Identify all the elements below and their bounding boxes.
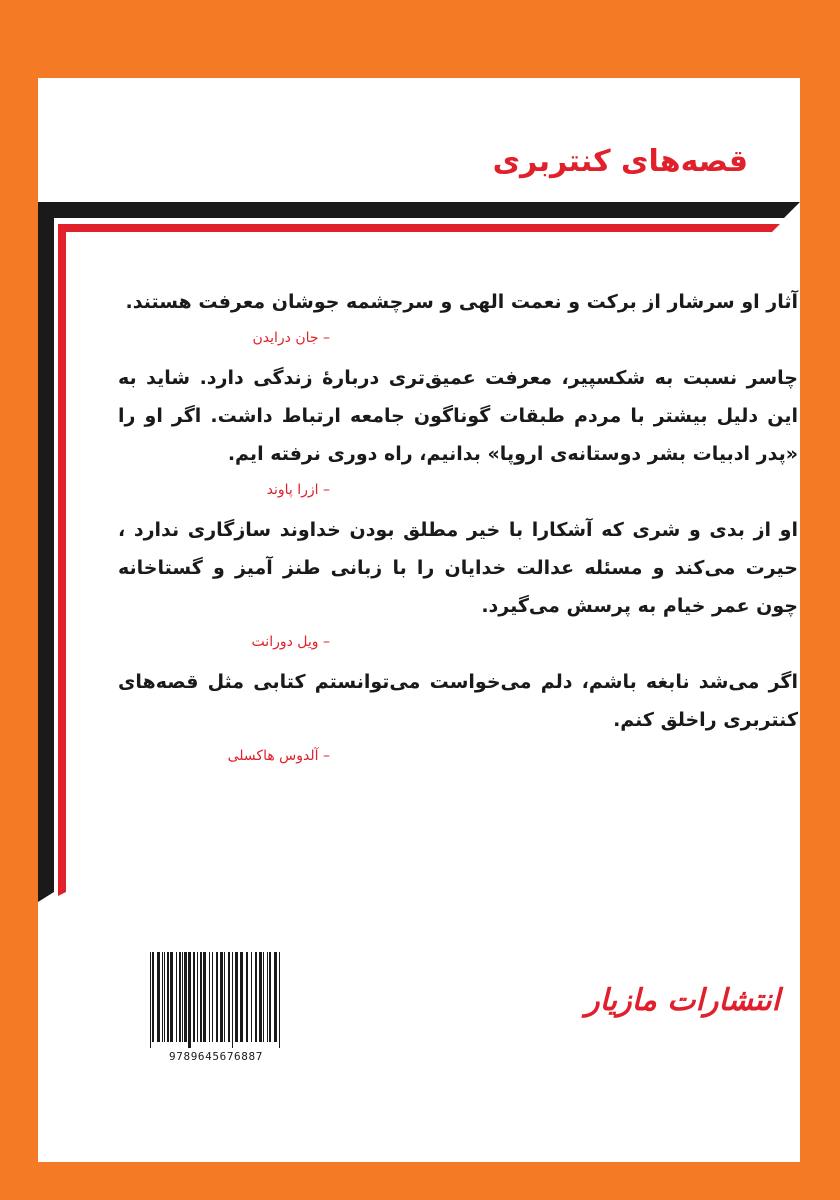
quote-text: او از بدی و شری که آشکارا با خیر مطلق بودن خداوند سازگاری ندارد ، حیرت می‌کند و مسئله عدالت خدایان را با زبانی طنز آمیز و گستاخانه چون عمر خیام به پرسش می‌گیرد. — [118, 519, 798, 617]
publisher-logo: انتشارات مازیار — [585, 983, 780, 1018]
barcode-bars — [146, 948, 286, 1048]
back-cover — [38, 78, 800, 1162]
quote-author: – آلدوس هاکسلی — [227, 748, 330, 764]
quote-author: – ازرا پاوند — [266, 482, 330, 498]
barcode-bar — [228, 952, 230, 1042]
barcode-bar — [170, 952, 173, 1042]
barcode-bar — [267, 952, 268, 1042]
barcode-bar — [232, 952, 233, 1048]
quotes-section — [118, 283, 798, 777]
isbn-barcode — [146, 948, 286, 1076]
barcode-bar — [251, 952, 252, 1042]
barcode-bar — [188, 952, 191, 1048]
barcode-bar — [216, 952, 218, 1042]
barcode-bar — [209, 952, 210, 1042]
barcode-bar — [269, 952, 271, 1042]
barcode-bar — [246, 952, 248, 1042]
barcode-bar — [255, 952, 257, 1042]
barcode-bar — [150, 952, 151, 1048]
barcode-bar — [224, 952, 225, 1042]
barcode-bar — [212, 952, 213, 1042]
quote-text: چاسر نسبت به شکسپیر، معرفت عمیق‌تری دربارهٔ زندگی دارد. شاید به این دلیل بیشتر با مردم طبقات گوناگون جامعه ارتباط داشت. اگر او را «پدر ادبیات بشر دوستانه‌ی اروپا» بدانیم، راه دوری نرفته ایم. — [118, 367, 798, 465]
barcode-bar — [240, 952, 243, 1042]
barcode-bar — [197, 952, 198, 1042]
book-title: قصه‌های کنتربری — [492, 144, 748, 179]
barcode-bar — [203, 952, 206, 1042]
barcode-bar — [167, 952, 169, 1042]
barcode-bar — [184, 952, 187, 1042]
quote-text: اگر می‌شد نابغه باشم، دلم می‌خواست می‌توانستم کتابی مثل قصه‌های کنتربری راخلق کنم. — [118, 671, 798, 731]
barcode-bar — [235, 952, 238, 1042]
quote-author: – ویل دورانت — [251, 634, 330, 650]
barcode-digits: 9789645676887 — [169, 1050, 263, 1063]
barcode-bar — [182, 952, 183, 1042]
barcode-bar — [263, 952, 264, 1042]
quote-text: آثار او سرشار از برکت و نعمت الهی و سرچشمه جوشان معرفت هستند. — [125, 291, 798, 313]
barcode-bar — [193, 952, 195, 1042]
barcode-bar — [164, 952, 165, 1042]
barcode-bar — [152, 952, 154, 1042]
quote-author: – جان درایدن — [252, 330, 330, 346]
barcode-bar — [176, 952, 177, 1042]
barcode-bar — [274, 952, 277, 1042]
barcode-bar — [157, 952, 160, 1042]
barcode-bar — [179, 952, 181, 1042]
barcode-bar — [220, 952, 223, 1042]
barcode-bar — [279, 952, 280, 1048]
barcode-bar — [200, 952, 202, 1042]
barcode-bar — [162, 952, 163, 1042]
barcode-bar — [259, 952, 262, 1042]
